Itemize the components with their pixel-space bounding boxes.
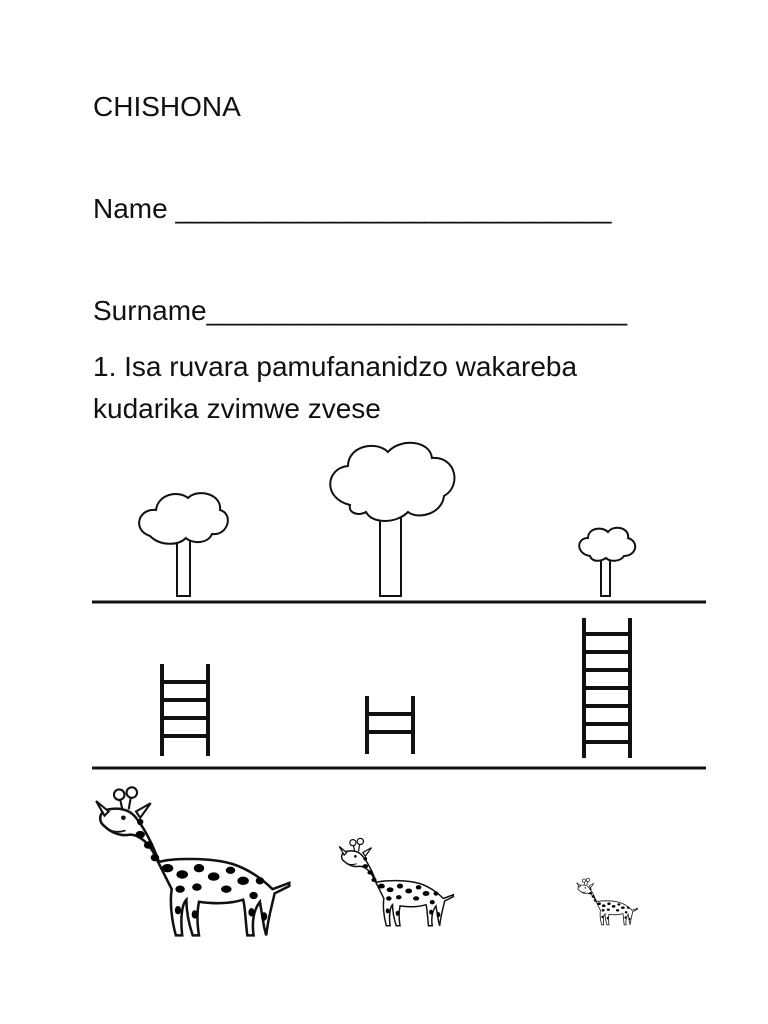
giraffe-medium[interactable] bbox=[339, 838, 453, 925]
giraffe-large[interactable] bbox=[96, 787, 289, 935]
tree-medium[interactable] bbox=[139, 493, 228, 596]
instruction-line-2: kudarika zvimwe zvese bbox=[93, 393, 381, 424]
name-label: Name bbox=[93, 193, 168, 224]
subject-title: CHISHONA bbox=[93, 91, 241, 122]
size-comparison-illustration bbox=[0, 430, 768, 950]
instruction-line-1: 1. Isa ruvara pamufananidzo wakareba bbox=[93, 351, 578, 382]
surname-blank[interactable]: ___________________________ bbox=[206, 295, 628, 326]
ladder-small[interactable] bbox=[367, 696, 413, 754]
name-blank[interactable]: ____________________________ bbox=[167, 193, 612, 224]
tree-small[interactable] bbox=[579, 528, 635, 596]
surname-field[interactable] bbox=[93, 294, 627, 328]
tree-large[interactable] bbox=[330, 443, 454, 596]
giraffe-small[interactable] bbox=[577, 878, 638, 925]
ladder-large[interactable] bbox=[584, 618, 630, 758]
name-field[interactable] bbox=[93, 192, 612, 226]
instruction-text bbox=[93, 346, 693, 430]
ladder-medium[interactable] bbox=[162, 664, 208, 756]
surname-label: Surname bbox=[93, 295, 207, 326]
